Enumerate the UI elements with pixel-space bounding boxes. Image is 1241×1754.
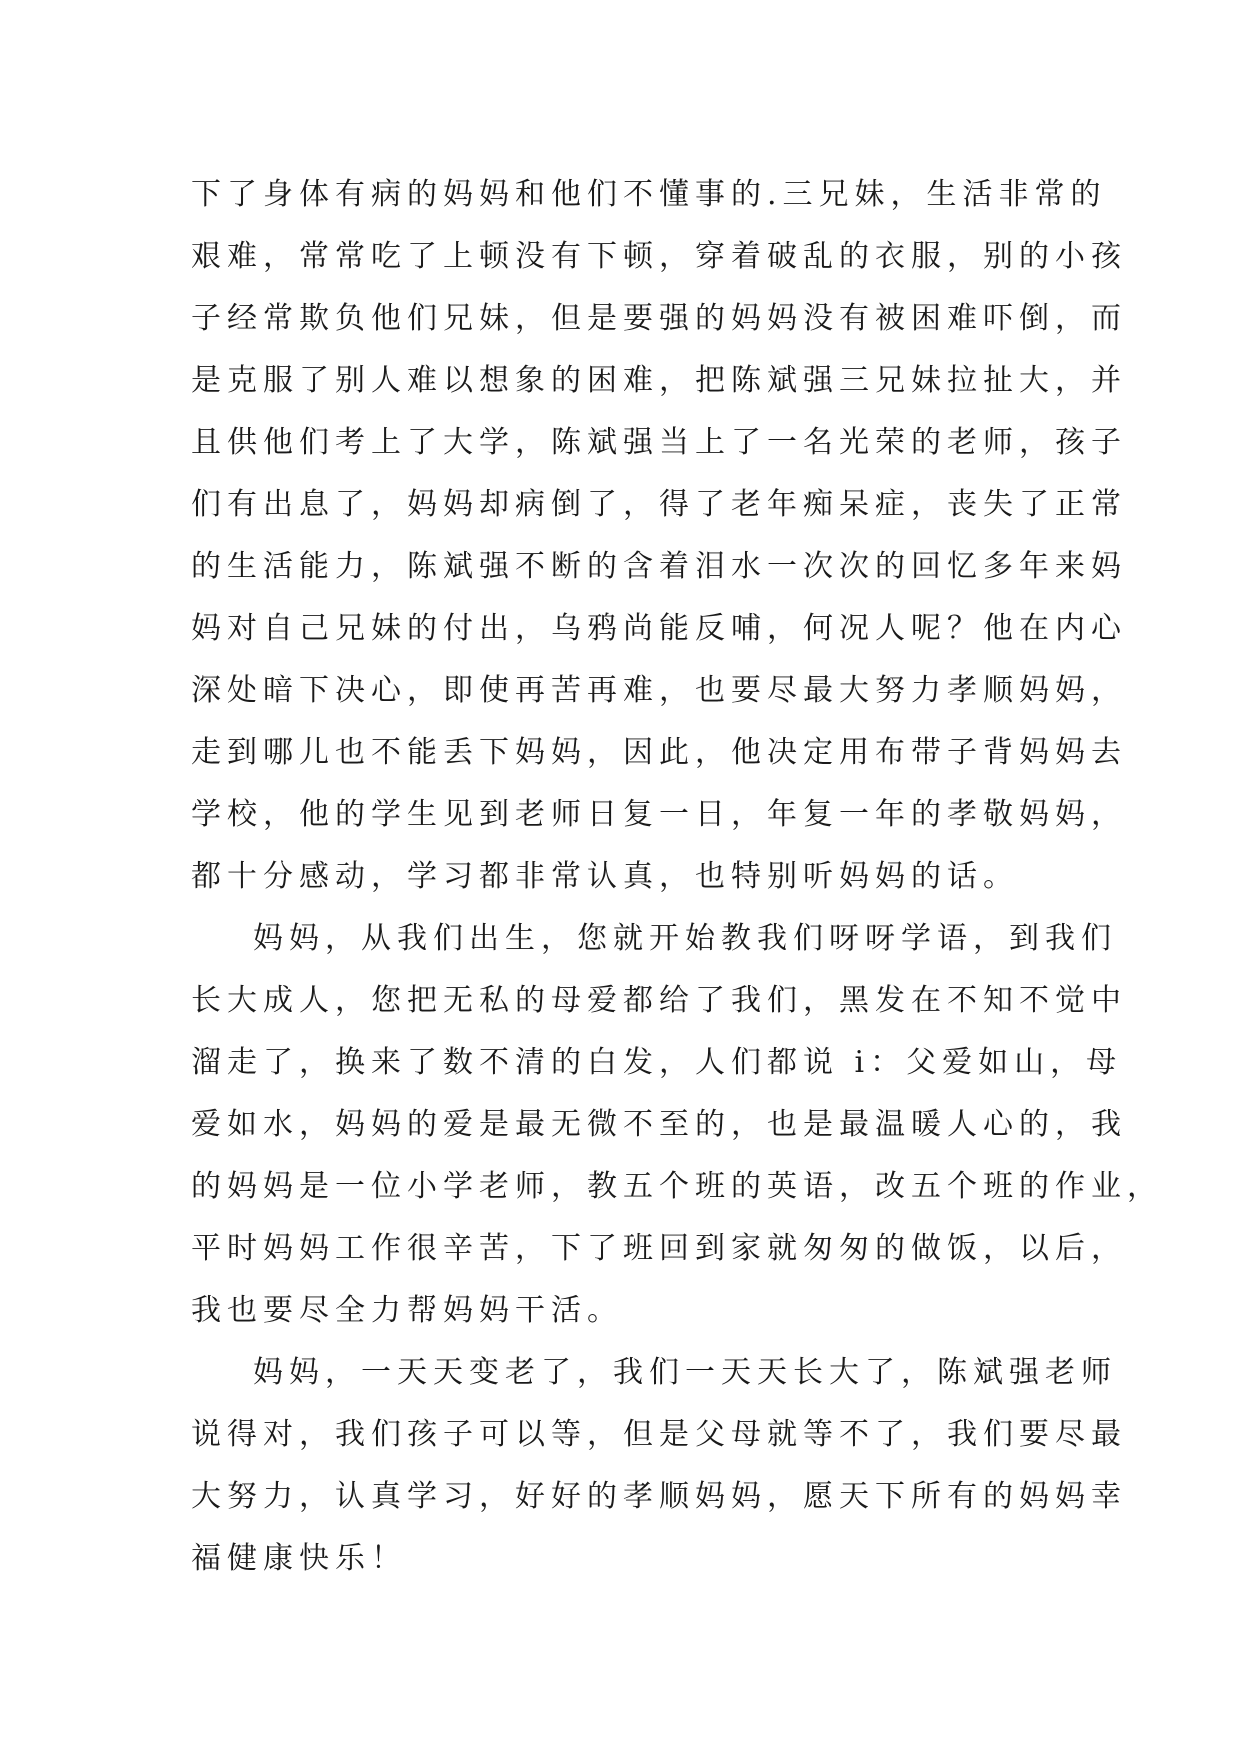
text-line: 平时妈妈工作很辛苦，下了班回到家就匆匆的做饭，以后， (191, 1231, 1127, 1266)
text-line: 的生活能力，陈斌强不断的含着泪水一次次的回忆多年来妈 (191, 549, 1127, 584)
text-line: 长大成人，您把无私的母爱都给了我们，黑发在不知不觉中 (191, 983, 1127, 1018)
text-line: 深处暗下决心，即使再苦再难，也要尽最大努力孝顺妈妈， (191, 673, 1127, 708)
text-line: 妈对自己兄妹的付出，乌鸦尚能反哺，何况人呢？他在内心 (191, 611, 1127, 646)
text-line: 下了身体有病的妈妈和他们不懂事的.三兄妹，生活非常的 (191, 177, 1107, 212)
text-line: 溜走了，换来了数不清的白发，人们都说 i：父爱如山，母 (191, 1045, 1123, 1080)
paragraph-start-line: 妈妈，从我们出生，您就开始教我们呀呀学语，到我们 (253, 921, 1117, 956)
text-line: 走到哪儿也不能丢下妈妈，因此，他决定用布带子背妈妈去 (191, 735, 1127, 770)
text-line: 我也要尽全力帮妈妈干活。 (191, 1293, 623, 1328)
text-line: 们有出息了，妈妈却病倒了，得了老年痴呆症，丧失了正常 (191, 487, 1127, 522)
paragraph-start-line: 妈妈，一天天变老了，我们一天天长大了，陈斌强老师 (253, 1355, 1117, 1390)
text-line: 大努力，认真学习，好好的孝顺妈妈，愿天下所有的妈妈幸 (191, 1479, 1127, 1514)
text-line: 是克服了别人难以想象的困难，把陈斌强三兄妹拉扯大，并 (191, 363, 1127, 398)
text-line: 且供他们考上了大学，陈斌强当上了一名光荣的老师，孩子 (191, 425, 1127, 460)
text-line: 子经常欺负他们兄妹，但是要强的妈妈没有被困难吓倒，而 (191, 301, 1127, 336)
text-line: 都十分感动，学习都非常认真，也特别听妈妈的话。 (191, 859, 1019, 894)
text-line: 学校，他的学生见到老师日复一日，年复一年的孝敬妈妈， (191, 797, 1127, 832)
essay-body (191, 164, 1163, 1590)
text-line: 爱如水，妈妈的爱是最无微不至的，也是最温暖人心的，我 (191, 1107, 1127, 1142)
text-line: 福健康快乐！ (191, 1541, 407, 1576)
text-line: 说得对，我们孩子可以等，但是父母就等不了，我们要尽最 (191, 1417, 1127, 1452)
text-line: 的妈妈是一位小学老师，教五个班的英语，改五个班的作业， (191, 1169, 1163, 1204)
text-line: 艰难，常常吃了上顿没有下顿，穿着破乱的衣服，别的小孩 (191, 239, 1127, 274)
